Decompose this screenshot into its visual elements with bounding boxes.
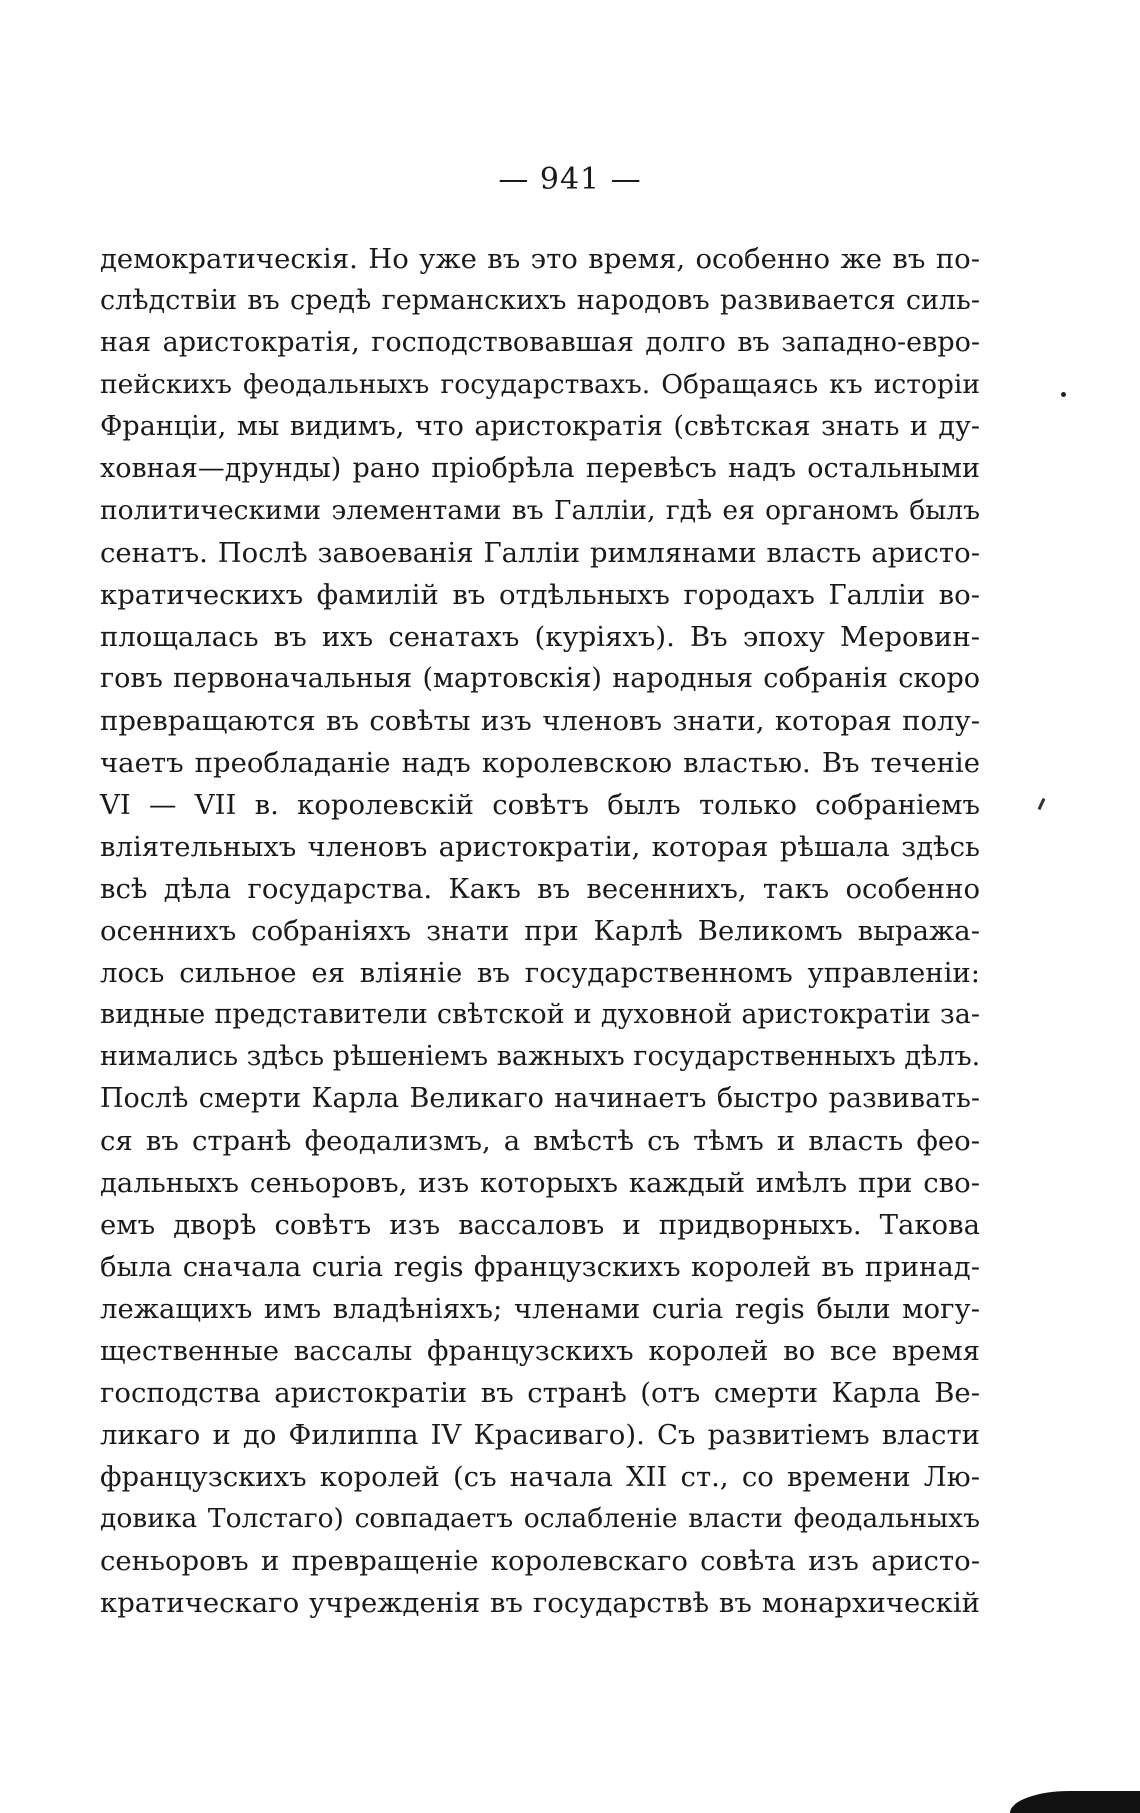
text-line: лежащихъ имъ владѣнiяхъ; членами curia regis были могу-: [100, 1293, 980, 1325]
text-line: господства аристократiи въ странѣ (отъ смерти Карла Ве-: [100, 1377, 980, 1409]
text-line: довика Толстаго) совпадаетъ ослабленiе власти феодальныхъ: [100, 1503, 980, 1534]
text-line: дальныхъ сеньоровъ, изъ которыхъ каждый имѣлъ при сво-: [100, 1167, 980, 1199]
text-line: пейскихъ феодальныхъ государствахъ. Обращаясь къ исторiи: [100, 369, 980, 400]
text-line: влiятельныхъ членовъ аристократiи, которая рѣшала здѣсь: [100, 831, 980, 863]
text-line: Францiи, мы видимъ, что аристократiя (свѣтская знать и ду-: [100, 411, 980, 442]
body-text: [100, 238, 980, 1624]
text-line: видные представители свѣтской и духовной аристократiи за-: [100, 999, 980, 1030]
text-line: всѣ дѣла государства. Какъ въ весеннихъ, такъ особенно: [100, 873, 980, 905]
text-line: французскихъ королей (съ начала XII ст., со времени Лю-: [100, 1461, 980, 1493]
text-line: ликаго и до Филиппа IV Красиваго). Съ развитiемъ власти: [100, 1419, 980, 1451]
text-line: Послѣ смерти Карла Великаго начинаетъ быстро развивать-: [100, 1083, 980, 1114]
text-line: VI — VII в. королевскiй совѣтъ былъ только собранiемъ: [100, 789, 980, 821]
text-line: сеньоровъ и превращенiе королевскаго совѣта изъ аристо-: [100, 1545, 980, 1577]
text-line: демократическiя. Но уже въ это время, особенно же въ по-: [100, 243, 980, 275]
text-line: говъ первоначальныя (мартовскiя) народныя собранiя скоро: [100, 663, 980, 694]
text-line: осеннихъ собранiяхъ знати при Карлѣ Великомъ выража-: [100, 915, 980, 947]
margin-dot-mark: [1061, 392, 1066, 397]
margin-tick-mark: [1038, 798, 1046, 810]
text-line: площалась въ ихъ сенатахъ (курiяхъ). Въ эпоху Меровин-: [100, 621, 980, 653]
text-line: кратическихъ фамилiй въ отдѣльныхъ городахъ Галлiи во-: [100, 579, 980, 611]
text-line: лось сильное ея влiянiе въ государственномъ управленiи:: [100, 957, 980, 989]
text-line: емъ дворѣ совѣтъ изъ вассаловъ и придворныхъ. Такова: [100, 1209, 980, 1241]
text-line: сенатъ. Послѣ завоеванiя Галлiи римлянами власть аристо-: [100, 537, 980, 569]
text-line: нимались здѣсь рѣшенiемъ важныхъ государственныхъ дѣлъ.: [100, 1041, 981, 1072]
text-line: превращаются въ совѣты изъ членовъ знати, которая полу-: [100, 705, 980, 737]
text-line: щественные вассалы французскихъ королей во все время: [100, 1335, 980, 1367]
text-line: кратическаго учрежденiя въ государствѣ въ монархическiй: [100, 1587, 980, 1619]
text-line: слѣдствiи въ средѣ германскихъ народовъ развивается силь-: [100, 285, 980, 316]
text-line: ная аристократiя, господствовавшая долго въ западно-евро-: [100, 327, 980, 358]
corner-smudge: [1010, 1791, 1140, 1813]
text-line: чаетъ преобладанiе надъ королевскою властью. Въ теченiе: [100, 747, 980, 779]
text-line: политическими элементами въ Галлiи, гдѣ ея органомъ былъ: [100, 495, 980, 526]
page-number: — 941 —: [498, 162, 642, 197]
text-line: ся въ странѣ феодализмъ, а вмѣстѣ съ тѣмъ и власть фео-: [100, 1125, 980, 1157]
text-line: ховная—друнды) рано прiобрѣла перевѣсъ надъ остальными: [100, 453, 980, 484]
text-line: была сначала curia regis французскихъ королей въ принад-: [100, 1251, 980, 1283]
